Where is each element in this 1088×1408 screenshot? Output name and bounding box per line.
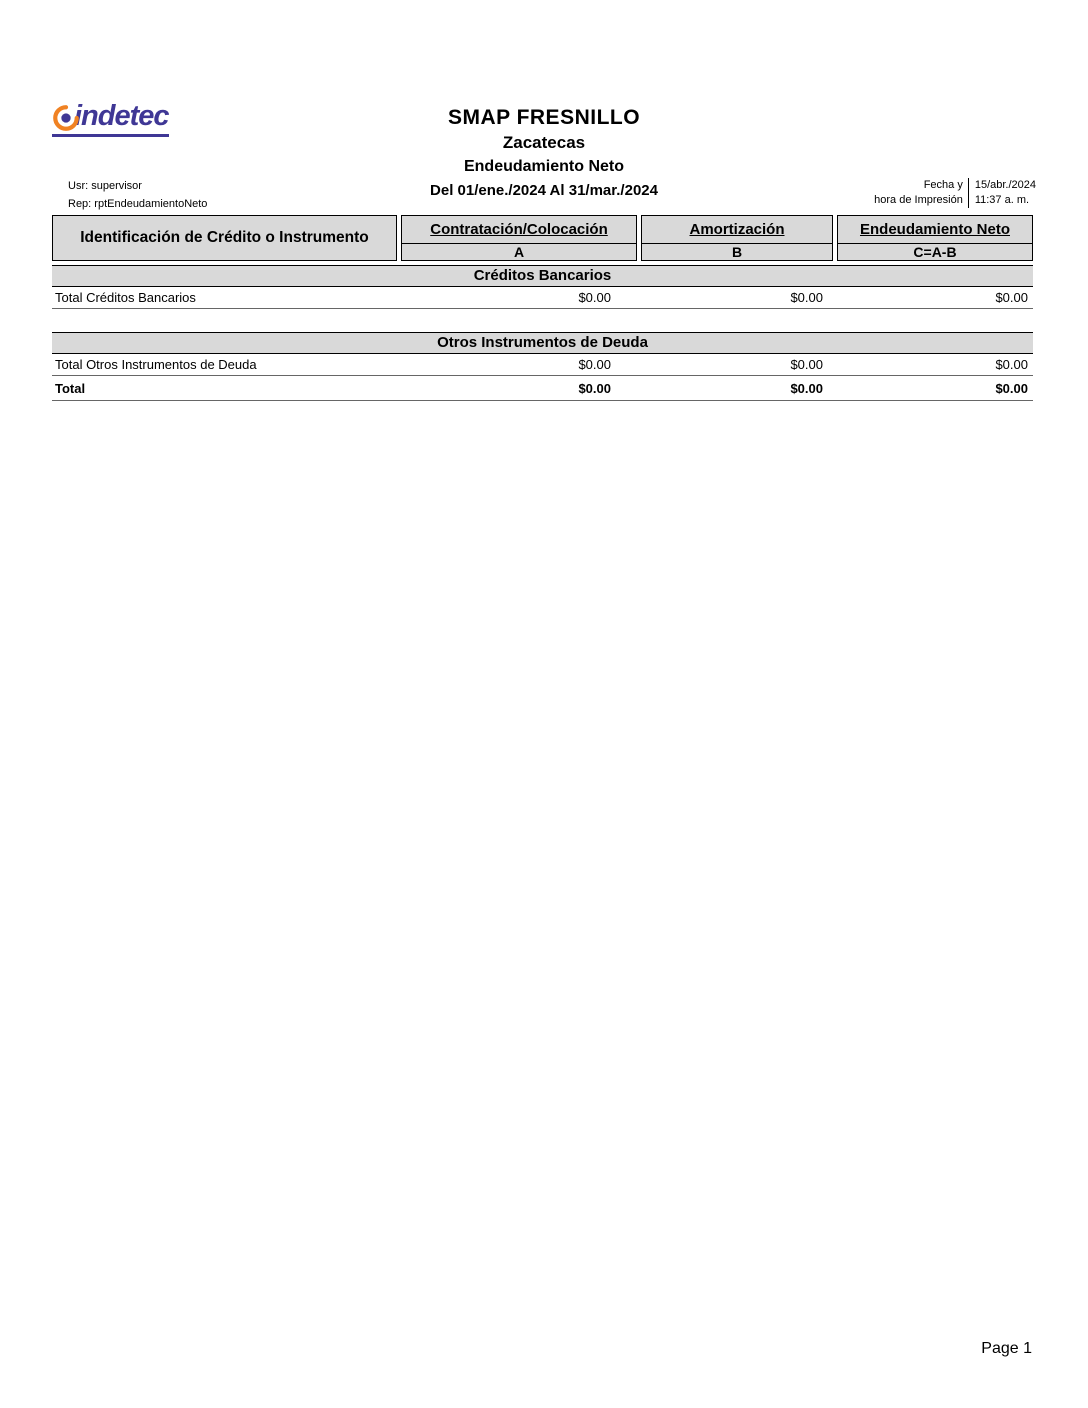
page-number: Page 1 — [981, 1340, 1032, 1357]
row-label: Total Créditos Bancarios — [55, 290, 196, 305]
total-amount-a: $0.00 — [578, 380, 611, 396]
meta-left — [68, 180, 207, 216]
col-header-contratacion — [401, 215, 637, 261]
col-header-endeudamiento-sub: C=A-B — [913, 244, 957, 260]
section-gap — [52, 309, 1033, 328]
col-header-contratacion-sub: A — [513, 244, 525, 260]
row-label: Total Otros Instrumentos de Deuda — [55, 357, 257, 372]
print-info-labels — [874, 178, 968, 208]
col-header-amortizacion-sub: B — [731, 244, 743, 260]
col-header-contratacion-label: Contratación/Colocación — [402, 216, 636, 244]
table-header-row — [52, 215, 1033, 261]
row-amount-a: $0.00 — [578, 290, 611, 305]
report-period: Del 01/ene./2024 Al 31/mar./2024 — [430, 182, 658, 199]
total-amount-c: $0.00 — [995, 380, 1028, 396]
col-header-endeudamiento-label: Endeudamiento Neto — [838, 216, 1032, 244]
table-row — [52, 287, 1033, 309]
row-amount-a: $0.00 — [578, 357, 611, 372]
table-row — [52, 354, 1033, 376]
table-total-row — [52, 376, 1033, 401]
col-header-amortizacion-label: Amortización — [642, 216, 832, 244]
print-label-1: Fecha y — [923, 179, 963, 191]
endeudamiento-table — [52, 215, 1033, 401]
print-info — [874, 178, 1036, 208]
total-amount-b: $0.00 — [790, 380, 823, 396]
row-amount-b: $0.00 — [790, 357, 823, 372]
col-header-amortizacion — [641, 215, 833, 261]
print-info-values — [968, 178, 1036, 208]
print-time: 11:37 a. m. — [974, 194, 1030, 206]
report-name: Endeudamiento Neto — [463, 158, 624, 175]
col-header-endeudamiento — [837, 215, 1033, 261]
report-line: Rep: rptEndeudamientoNeto — [68, 198, 208, 210]
user-line: Usr: supervisor — [68, 180, 142, 192]
section-band-otros-instrumentos: Otros Instrumentos de Deuda — [52, 332, 1033, 354]
total-label: Total — [55, 380, 86, 396]
col-header-identificacion: Identificación de Crédito o Instrumento — [52, 215, 397, 261]
row-amount-c: $0.00 — [995, 290, 1028, 305]
print-date: 15/abr./2024 — [974, 179, 1036, 191]
section-band-creditos-bancarios: Créditos Bancarios — [52, 265, 1033, 287]
entity-title: SMAP FRESNILLO — [447, 106, 641, 129]
logo-text: indetec — [74, 100, 169, 132]
row-amount-b: $0.00 — [790, 290, 823, 305]
row-amount-c: $0.00 — [995, 357, 1028, 372]
print-label-2: hora de Impresión — [874, 194, 963, 206]
entity-state: Zacatecas — [502, 133, 586, 152]
